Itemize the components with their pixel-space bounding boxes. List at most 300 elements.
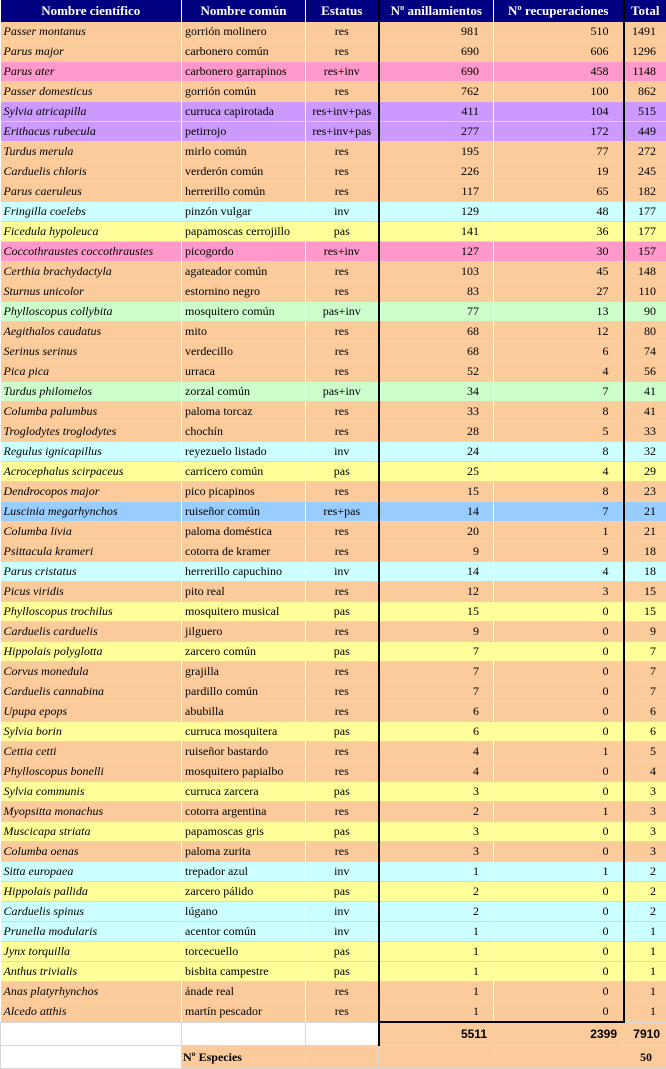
ringings-cell: 141 <box>379 222 494 242</box>
ringings-cell: 411 <box>379 102 494 122</box>
total-cell: 56 <box>624 362 666 382</box>
common-name-cell: curruca mosquitera <box>182 722 306 742</box>
ringings-cell: 15 <box>379 602 494 622</box>
table-row <box>1 22 666 42</box>
status-cell: inv <box>306 562 379 582</box>
table-row <box>1 502 666 522</box>
common-name-cell: verderón común <box>182 162 306 182</box>
total-cell: 41 <box>624 382 666 402</box>
common-name-cell: torcecuello <box>182 942 306 962</box>
ringings-cell: 3 <box>379 822 494 842</box>
table-row <box>1 102 666 122</box>
total-cell: 177 <box>624 222 666 242</box>
species-count-row <box>1 1046 666 1069</box>
scientific-name-cell: Phylloscopus bonelli <box>1 762 182 782</box>
common-name-cell: herrerillo común <box>182 182 306 202</box>
scientific-name-cell: Columba livia <box>1 522 182 542</box>
recoveries-cell: 0 <box>494 602 624 622</box>
ringings-cell: 277 <box>379 122 494 142</box>
ringings-cell: 3 <box>379 782 494 802</box>
common-name-cell: carricero común <box>182 462 306 482</box>
header-status: Estatus <box>306 0 379 22</box>
header-common-name: Nombre común <box>182 0 306 22</box>
status-cell: res <box>306 482 379 502</box>
scientific-name-cell: Parus cristatus <box>1 562 182 582</box>
total-cell: 90 <box>624 302 666 322</box>
scientific-name-cell: Myopsitta monachus <box>1 802 182 822</box>
status-cell: pas <box>306 962 379 982</box>
ringings-cell: 25 <box>379 462 494 482</box>
status-cell: pas+inv <box>306 382 379 402</box>
common-name-cell: reyezuelo listado <box>182 442 306 462</box>
status-cell: res <box>306 142 379 162</box>
total-cell: 7 <box>624 642 666 662</box>
scientific-name-cell: Columba palumbus <box>1 402 182 422</box>
recoveries-cell: 172 <box>494 122 624 142</box>
status-cell: res <box>306 542 379 562</box>
recoveries-cell: 0 <box>494 842 624 862</box>
recoveries-cell: 0 <box>494 942 624 962</box>
total-cell: 1 <box>624 982 666 1002</box>
table-row <box>1 282 666 302</box>
table-row <box>1 742 666 762</box>
recoveries-cell: 19 <box>494 162 624 182</box>
ringings-cell: 2 <box>379 902 494 922</box>
common-name-cell: abubilla <box>182 702 306 722</box>
table-row <box>1 482 666 502</box>
recoveries-cell: 7 <box>494 382 624 402</box>
recoveries-cell: 5 <box>494 422 624 442</box>
recoveries-cell: 4 <box>494 562 624 582</box>
common-name-cell: mosquitero papialbo <box>182 762 306 782</box>
table-row <box>1 862 666 882</box>
total-cell: 2 <box>624 862 666 882</box>
scientific-name-cell: Parus ater <box>1 62 182 82</box>
table-row <box>1 42 666 62</box>
species-count-value: 50 <box>624 1046 666 1069</box>
table-row <box>1 802 666 822</box>
totals-blank-2 <box>182 1022 306 1046</box>
total-cell: 1 <box>624 962 666 982</box>
total-cell: 7 <box>624 662 666 682</box>
common-name-cell: pardillo común <box>182 682 306 702</box>
ringings-cell: 33 <box>379 402 494 422</box>
ringings-cell: 6 <box>379 722 494 742</box>
scientific-name-cell: Troglodytes troglodytes <box>1 422 182 442</box>
status-cell: res <box>306 262 379 282</box>
common-name-cell: curruca capirotada <box>182 102 306 122</box>
table-row <box>1 522 666 542</box>
status-cell: res <box>306 742 379 762</box>
species-blank <box>1 1046 182 1069</box>
common-name-cell: trepador azul <box>182 862 306 882</box>
ringings-cell: 117 <box>379 182 494 202</box>
common-name-cell: estornino negro <box>182 282 306 302</box>
ringings-cell: 68 <box>379 342 494 362</box>
ringings-cell: 14 <box>379 562 494 582</box>
ringings-cell: 52 <box>379 362 494 382</box>
scientific-name-cell: Parus major <box>1 42 182 62</box>
common-name-cell: ruiseñor común <box>182 502 306 522</box>
total-cell: 23 <box>624 482 666 502</box>
recoveries-cell: 30 <box>494 242 624 262</box>
status-cell: res <box>306 162 379 182</box>
common-name-cell: ánade real <box>182 982 306 1002</box>
common-name-cell: verdecillo <box>182 342 306 362</box>
table-row <box>1 562 666 582</box>
scientific-name-cell: Dendrocopos major <box>1 482 182 502</box>
total-cell: 157 <box>624 242 666 262</box>
status-cell: pas+inv <box>306 302 379 322</box>
total-cell: 21 <box>624 522 666 542</box>
status-cell: res <box>306 662 379 682</box>
common-name-cell: carbonero común <box>182 42 306 62</box>
ringings-cell: 226 <box>379 162 494 182</box>
recoveries-cell: 1 <box>494 522 624 542</box>
totals-blank-1 <box>1 1022 182 1046</box>
recoveries-cell: 0 <box>494 722 624 742</box>
ringings-cell: 981 <box>379 22 494 42</box>
recoveries-cell: 0 <box>494 702 624 722</box>
table-row <box>1 342 666 362</box>
total-cell: 515 <box>624 102 666 122</box>
recoveries-cell: 7 <box>494 502 624 522</box>
total-cell: 6 <box>624 722 666 742</box>
common-name-cell: zarcero pálido <box>182 882 306 902</box>
scientific-name-cell: Carduelis spinus <box>1 902 182 922</box>
total-cell: 3 <box>624 802 666 822</box>
common-name-cell: paloma doméstica <box>182 522 306 542</box>
table-row <box>1 82 666 102</box>
scientific-name-cell: Luscinia megarhynchos <box>1 502 182 522</box>
scientific-name-cell: Serinus serinus <box>1 342 182 362</box>
scientific-name-cell: Erithacus rubecula <box>1 122 182 142</box>
total-cell: 182 <box>624 182 666 202</box>
table-row <box>1 162 666 182</box>
common-name-cell: papamoscas gris <box>182 822 306 842</box>
table-row <box>1 182 666 202</box>
table-row <box>1 62 666 82</box>
scientific-name-cell: Hippolais polyglotta <box>1 642 182 662</box>
recoveries-cell: 6 <box>494 342 624 362</box>
common-name-cell: picogordo <box>182 242 306 262</box>
table-row <box>1 902 666 922</box>
recoveries-cell: 510 <box>494 22 624 42</box>
scientific-name-cell: Prunella modularis <box>1 922 182 942</box>
status-cell: pas <box>306 602 379 622</box>
recoveries-cell: 8 <box>494 402 624 422</box>
table-row <box>1 922 666 942</box>
total-cell: 41 <box>624 402 666 422</box>
ringings-cell: 690 <box>379 42 494 62</box>
status-cell: res <box>306 422 379 442</box>
scientific-name-cell: Picus viridis <box>1 582 182 602</box>
recoveries-cell: 0 <box>494 1002 624 1023</box>
ringings-cell: 3 <box>379 842 494 862</box>
table-row <box>1 382 666 402</box>
header-row <box>1 0 666 22</box>
table-row <box>1 702 666 722</box>
common-name-cell: mito <box>182 322 306 342</box>
status-cell: pas <box>306 722 379 742</box>
common-name-cell: zarcero común <box>182 642 306 662</box>
table-row <box>1 362 666 382</box>
total-cell: 3 <box>624 842 666 862</box>
ringings-cell: 68 <box>379 322 494 342</box>
table-row <box>1 602 666 622</box>
scientific-name-cell: Cettia cetti <box>1 742 182 762</box>
table-row <box>1 842 666 862</box>
total-cell: 15 <box>624 602 666 622</box>
common-name-cell: ruiseñor bastardo <box>182 742 306 762</box>
table-body <box>1 22 666 1022</box>
status-cell: pas <box>306 782 379 802</box>
common-name-cell: agateador común <box>182 262 306 282</box>
total-cell: 4 <box>624 762 666 782</box>
ringings-cell: 195 <box>379 142 494 162</box>
common-name-cell: jilguero <box>182 622 306 642</box>
recoveries-cell: 606 <box>494 42 624 62</box>
recoveries-cell: 65 <box>494 182 624 202</box>
status-cell: inv <box>306 862 379 882</box>
header-scientific-name: Nombre científico <box>1 0 182 22</box>
scientific-name-cell: Muscicapa striata <box>1 822 182 842</box>
common-name-cell: bisbita campestre <box>182 962 306 982</box>
status-cell: res+pas <box>306 502 379 522</box>
status-cell: inv <box>306 922 379 942</box>
recoveries-cell: 77 <box>494 142 624 162</box>
recoveries-cell: 27 <box>494 282 624 302</box>
species-fill-2 <box>379 1046 494 1069</box>
totals-blank-3 <box>306 1022 379 1046</box>
scientific-name-cell: Columba oenas <box>1 842 182 862</box>
ringings-cell: 20 <box>379 522 494 542</box>
common-name-cell: lúgano <box>182 902 306 922</box>
status-cell: res <box>306 762 379 782</box>
common-name-cell: paloma torcaz <box>182 402 306 422</box>
status-cell: pas <box>306 942 379 962</box>
ringings-cell: 2 <box>379 802 494 822</box>
recoveries-cell: 8 <box>494 482 624 502</box>
recoveries-cell: 13 <box>494 302 624 322</box>
total-cell: 245 <box>624 162 666 182</box>
ringings-cell: 1 <box>379 862 494 882</box>
scientific-name-cell: Carduelis chloris <box>1 162 182 182</box>
total-recoveries: 2399 <box>494 1022 624 1046</box>
ringings-cell: 4 <box>379 742 494 762</box>
recoveries-cell: 0 <box>494 622 624 642</box>
status-cell: inv <box>306 442 379 462</box>
table-row <box>1 982 666 1002</box>
scientific-name-cell: Passer montanus <box>1 22 182 42</box>
table-row <box>1 582 666 602</box>
common-name-cell: mirlo común <box>182 142 306 162</box>
total-cell: 74 <box>624 342 666 362</box>
common-name-cell: curruca zarcera <box>182 782 306 802</box>
recoveries-cell: 104 <box>494 102 624 122</box>
status-cell: res <box>306 182 379 202</box>
total-cell: 2 <box>624 902 666 922</box>
recoveries-cell: 0 <box>494 962 624 982</box>
common-name-cell: gorrión común <box>182 82 306 102</box>
common-name-cell: chochín <box>182 422 306 442</box>
recoveries-cell: 1 <box>494 742 624 762</box>
status-cell: pas <box>306 642 379 662</box>
status-cell: pas <box>306 822 379 842</box>
recoveries-cell: 48 <box>494 202 624 222</box>
total-cell: 862 <box>624 82 666 102</box>
table-row <box>1 722 666 742</box>
total-cell: 1 <box>624 922 666 942</box>
common-name-cell: paloma zurita <box>182 842 306 862</box>
status-cell: res <box>306 282 379 302</box>
recoveries-cell: 0 <box>494 642 624 662</box>
table-row <box>1 622 666 642</box>
table-row <box>1 242 666 262</box>
total-cell: 6 <box>624 702 666 722</box>
recoveries-cell: 1 <box>494 802 624 822</box>
ringings-cell: 762 <box>379 82 494 102</box>
scientific-name-cell: Sitta europaea <box>1 862 182 882</box>
total-cell: 21 <box>624 502 666 522</box>
table-row <box>1 142 666 162</box>
total-cell: 1 <box>624 1002 666 1023</box>
total-cell: 3 <box>624 822 666 842</box>
status-cell: res <box>306 322 379 342</box>
scientific-name-cell: Acrocephalus scirpaceus <box>1 462 182 482</box>
scientific-name-cell: Turdus merula <box>1 142 182 162</box>
ringings-cell: 77 <box>379 302 494 322</box>
common-name-cell: gorrión molinero <box>182 22 306 42</box>
total-cell: 9 <box>624 622 666 642</box>
common-name-cell: urraca <box>182 362 306 382</box>
total-cell: 449 <box>624 122 666 142</box>
status-cell: res <box>306 402 379 422</box>
ringings-cell: 83 <box>379 282 494 302</box>
common-name-cell: papamoscas cerrojillo <box>182 222 306 242</box>
table-row <box>1 422 666 442</box>
scientific-name-cell: Fringilla coelebs <box>1 202 182 222</box>
table-row <box>1 682 666 702</box>
ringings-cell: 9 <box>379 542 494 562</box>
scientific-name-cell: Sylvia borin <box>1 722 182 742</box>
scientific-name-cell: Psittacula krameri <box>1 542 182 562</box>
total-cell: 80 <box>624 322 666 342</box>
scientific-name-cell: Upupa epops <box>1 702 182 722</box>
scientific-name-cell: Alcedo atthis <box>1 1002 182 1023</box>
table-row <box>1 962 666 982</box>
table-row <box>1 402 666 422</box>
status-cell: res <box>306 82 379 102</box>
recoveries-cell: 458 <box>494 62 624 82</box>
status-cell: res <box>306 702 379 722</box>
scientific-name-cell: Coccothraustes coccothraustes <box>1 242 182 262</box>
table-row <box>1 322 666 342</box>
header-total: Total <box>624 0 666 22</box>
total-cell: 3 <box>624 782 666 802</box>
recoveries-cell: 45 <box>494 262 624 282</box>
total-cell: 1 <box>624 942 666 962</box>
scientific-name-cell: Ficedula hypoleuca <box>1 222 182 242</box>
ringings-cell: 1 <box>379 1002 494 1023</box>
common-name-cell: grajilla <box>182 662 306 682</box>
ringings-cell: 4 <box>379 762 494 782</box>
header-ringings: Nº anillamientos <box>379 0 494 22</box>
recoveries-cell: 100 <box>494 82 624 102</box>
recoveries-cell: 8 <box>494 442 624 462</box>
common-name-cell: martín pescador <box>182 1002 306 1023</box>
scientific-name-cell: Phylloscopus collybita <box>1 302 182 322</box>
table-row <box>1 542 666 562</box>
total-cell: 177 <box>624 202 666 222</box>
ringings-cell: 12 <box>379 582 494 602</box>
species-fill-3 <box>494 1046 624 1069</box>
ringings-cell: 28 <box>379 422 494 442</box>
recoveries-cell: 9 <box>494 542 624 562</box>
status-cell: res+inv <box>306 62 379 82</box>
scientific-name-cell: Hippolais pallida <box>1 882 182 902</box>
total-cell: 148 <box>624 262 666 282</box>
common-name-cell: pico picapinos <box>182 482 306 502</box>
recoveries-cell: 4 <box>494 362 624 382</box>
status-cell: res <box>306 362 379 382</box>
ringings-cell: 1 <box>379 962 494 982</box>
ringings-cell: 103 <box>379 262 494 282</box>
total-cell: 1296 <box>624 42 666 62</box>
scientific-name-cell: Corvus monedula <box>1 662 182 682</box>
common-name-cell: cotorra de kramer <box>182 542 306 562</box>
table-row <box>1 782 666 802</box>
total-cell: 7 <box>624 682 666 702</box>
common-name-cell: pito real <box>182 582 306 602</box>
status-cell: inv <box>306 202 379 222</box>
ringings-cell: 2 <box>379 882 494 902</box>
recoveries-cell: 0 <box>494 982 624 1002</box>
status-cell: res+inv <box>306 242 379 262</box>
common-name-cell: mosquitero musical <box>182 602 306 622</box>
common-name-cell: carbonero garrapinos <box>182 62 306 82</box>
status-cell: pas <box>306 462 379 482</box>
scientific-name-cell: Anthus trivialis <box>1 962 182 982</box>
ringings-cell: 15 <box>379 482 494 502</box>
table-row <box>1 662 666 682</box>
scientific-name-cell: Carduelis carduelis <box>1 622 182 642</box>
table-row <box>1 202 666 222</box>
recoveries-cell: 0 <box>494 782 624 802</box>
scientific-name-cell: Aegithalos caudatus <box>1 322 182 342</box>
recoveries-cell: 4 <box>494 462 624 482</box>
scientific-name-cell: Sylvia communis <box>1 782 182 802</box>
ringings-cell: 7 <box>379 642 494 662</box>
status-cell: res <box>306 622 379 642</box>
common-name-cell: zorzal común <box>182 382 306 402</box>
scientific-name-cell: Sylvia atricapilla <box>1 102 182 122</box>
ringings-cell: 34 <box>379 382 494 402</box>
ringings-cell: 14 <box>379 502 494 522</box>
total-cell: 18 <box>624 562 666 582</box>
recoveries-cell: 1 <box>494 862 624 882</box>
status-cell: res <box>306 42 379 62</box>
total-cell: 29 <box>624 462 666 482</box>
scientific-name-cell: Parus caeruleus <box>1 182 182 202</box>
table-row <box>1 122 666 142</box>
recoveries-cell: 36 <box>494 222 624 242</box>
table-row <box>1 882 666 902</box>
ringings-cell: 1 <box>379 922 494 942</box>
status-cell: res <box>306 22 379 42</box>
total-cell: 18 <box>624 542 666 562</box>
scientific-name-cell: Carduelis cannabina <box>1 682 182 702</box>
